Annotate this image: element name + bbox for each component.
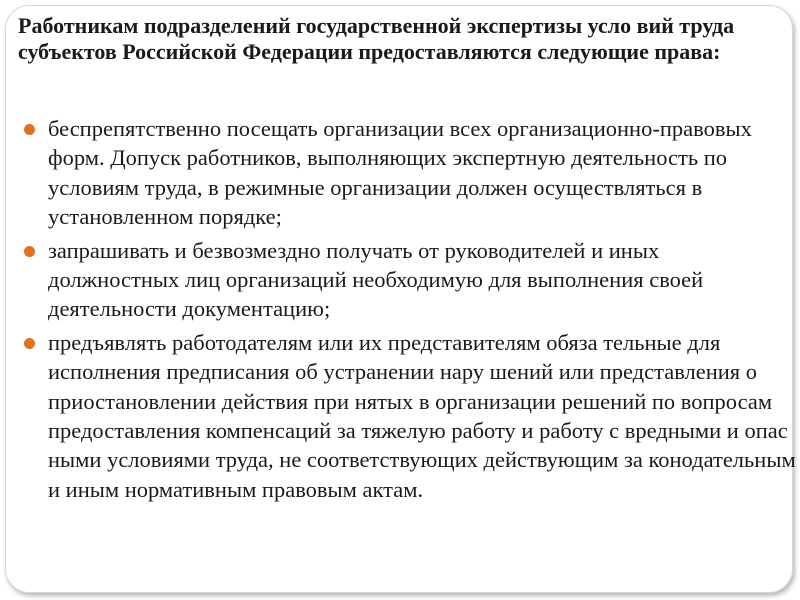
bullet-list (6, 114, 796, 508)
slide-title: Работникам подразделений государственной экспертизы усло вий труда субъектов Российской Федерации предоставляются следующие права: (18, 13, 735, 64)
bullet-text: предъявлять работодателям или их представителям обяза тельные для исполнения предписания об устранении нару шений или представления о приостановлении действия при нятых в организации решений по вопросам предоставления компенсаций за тяжелую работу и работу с вредными и опас ными условиями труда, не соответствующих действующим за конодательным и иным нормативным правовым актам. (48, 329, 796, 502)
bullet-item (6, 328, 796, 504)
bullet-item (6, 114, 796, 232)
bullet-dot-icon (24, 124, 35, 135)
bullet-text: беспрепятственно посещать организации всех организационно-правовых форм. Допуск работников, выполняющих экспертную деятельность по условиям труда, в режимные организации должен осуществляться в установленном порядке; (48, 116, 752, 230)
bullet-dot-icon (24, 246, 35, 257)
bullet-item (6, 236, 796, 324)
bullet-dot-icon (24, 338, 35, 349)
slide-frame (5, 5, 796, 593)
bullet-text: запрашивать и безвозмездно получать от руководителей и иных должностных лиц организаций необходимую для выполнения своей деятельности документацию; (48, 237, 704, 322)
